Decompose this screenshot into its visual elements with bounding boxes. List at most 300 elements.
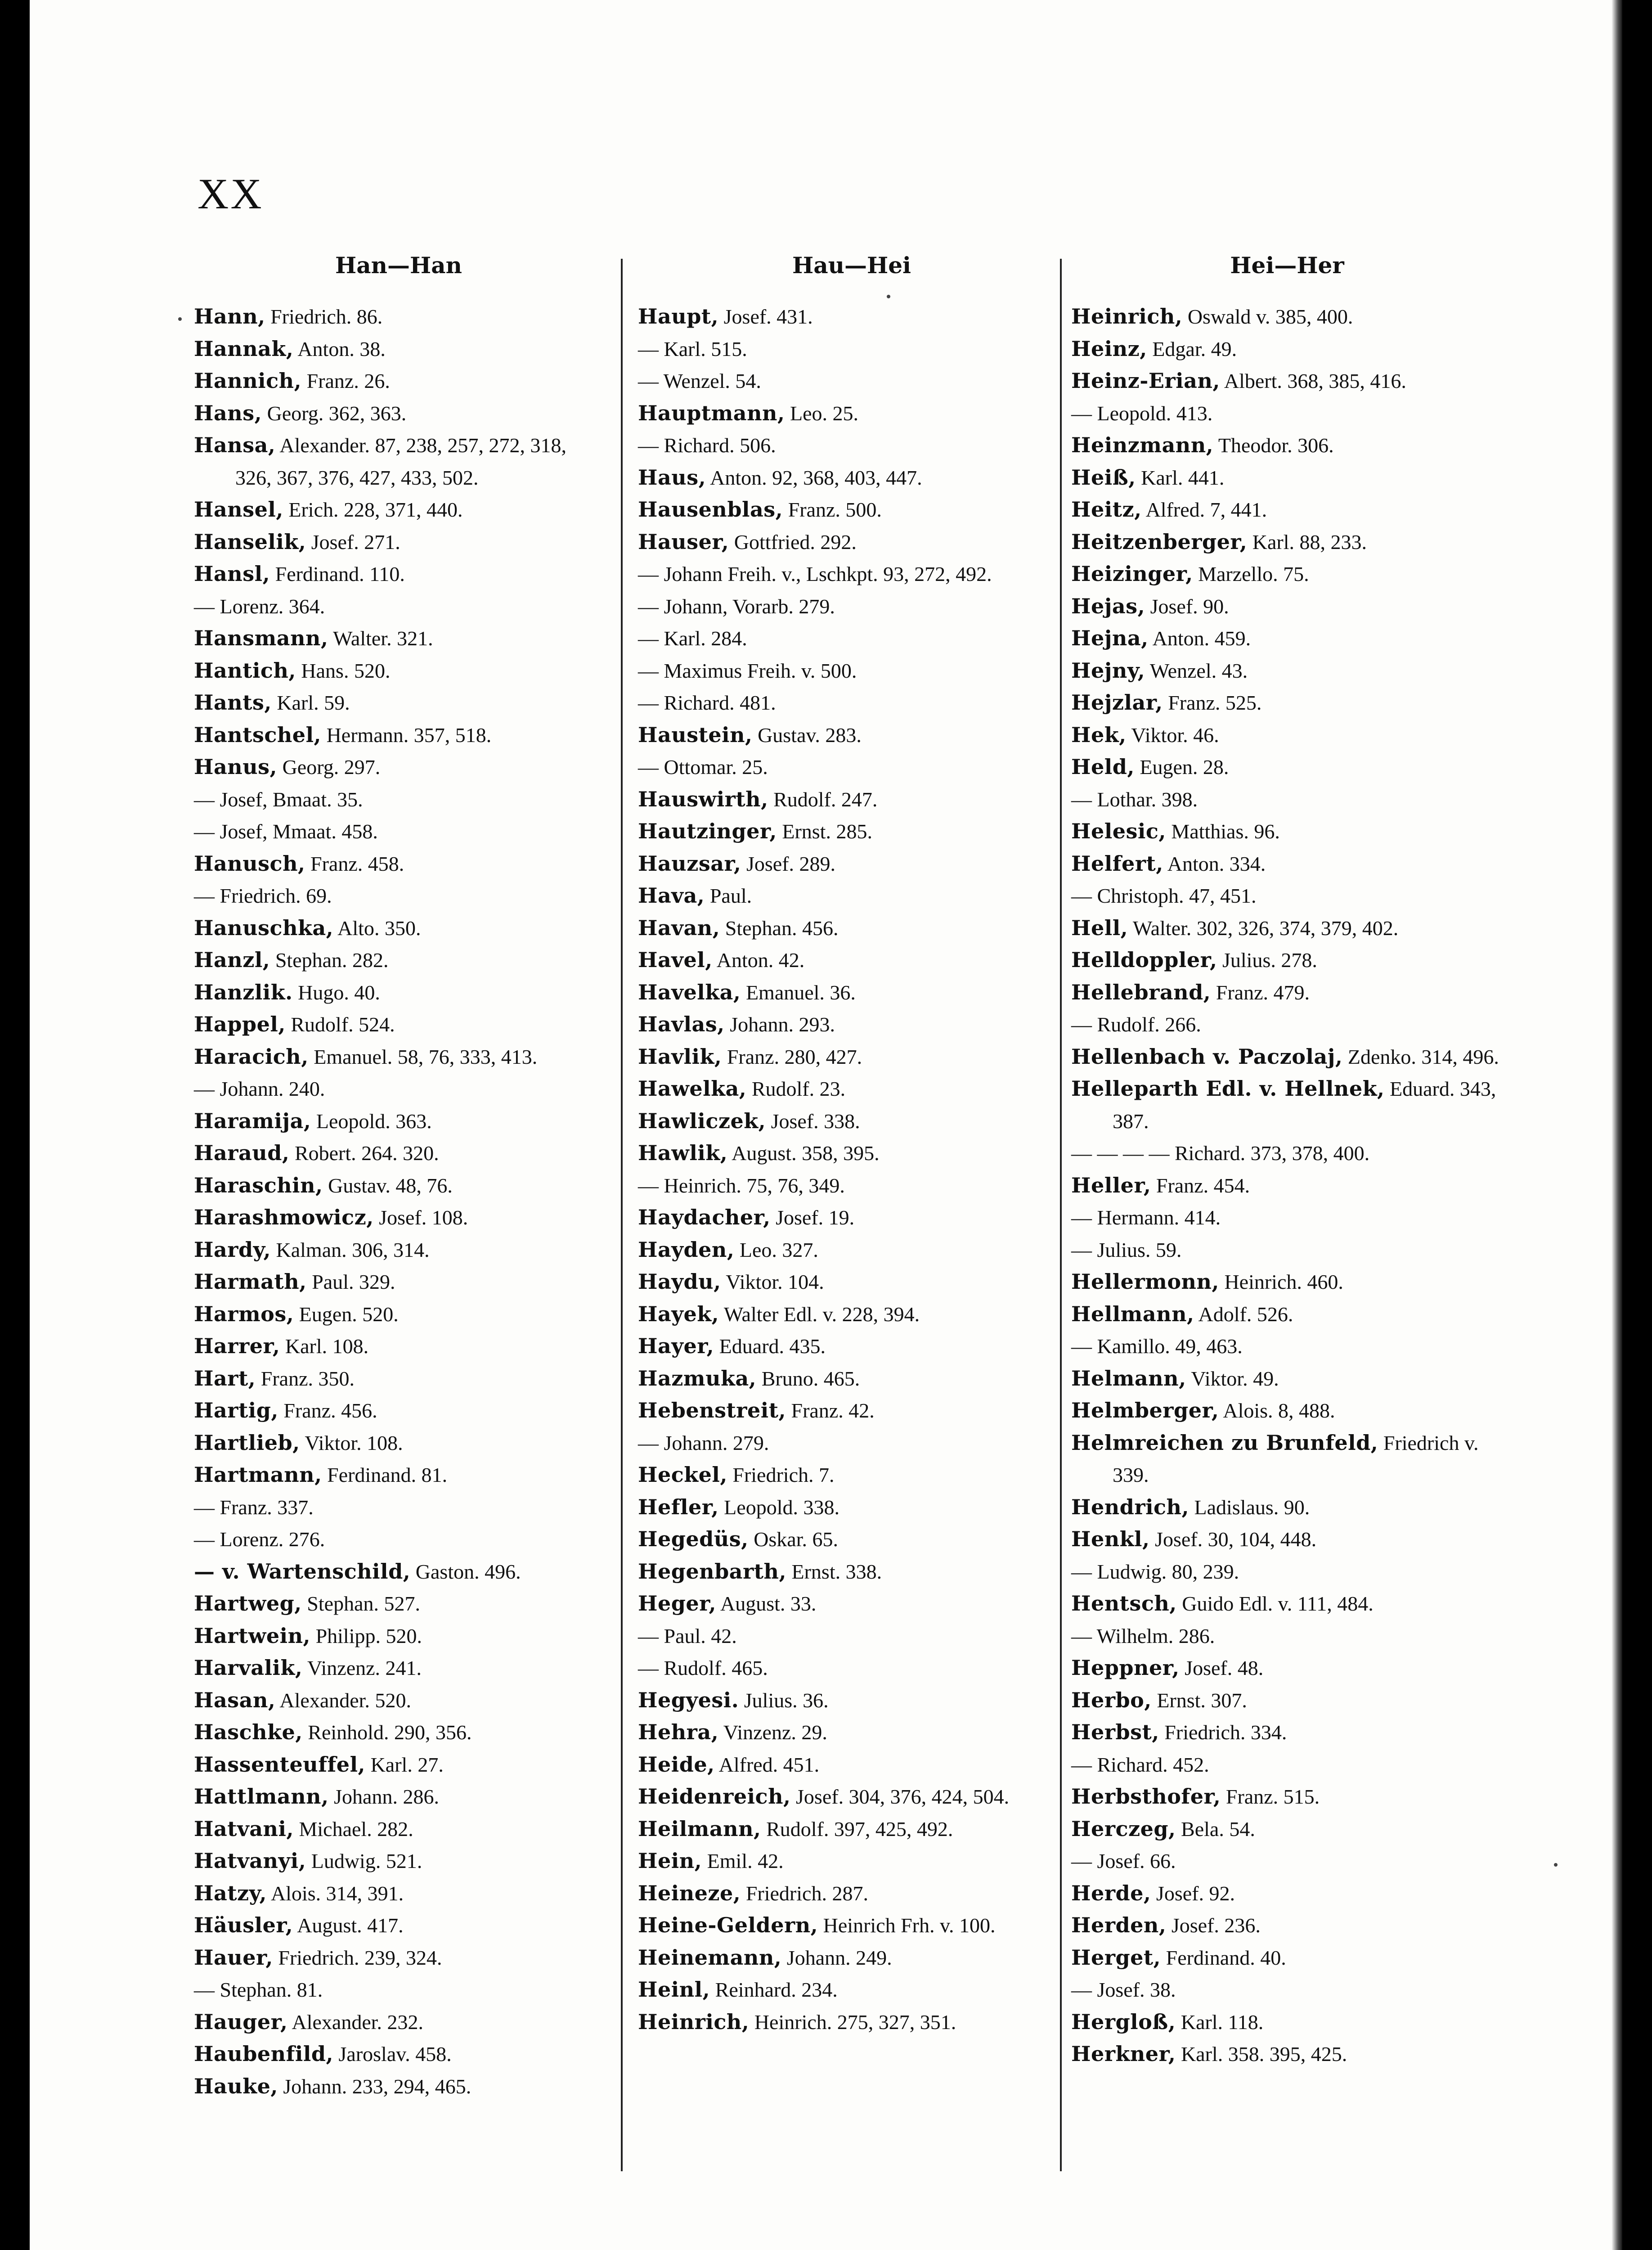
entry-details: Franz. 479. bbox=[1216, 981, 1310, 1004]
entry-details: Viktor. 108. bbox=[305, 1431, 403, 1454]
index-entry bbox=[1071, 526, 1503, 558]
entry-details: Julius. 278. bbox=[1222, 949, 1317, 972]
entry-surname: Heineze, bbox=[638, 1881, 741, 1905]
entry-details: — Stephan. 81. bbox=[194, 1978, 323, 2001]
entry-details: Friedrich. 86. bbox=[270, 305, 383, 328]
entry-details: — Rudolf. 465. bbox=[638, 1656, 768, 1679]
entry-details: Guido Edl. v. 111, 484. bbox=[1182, 1592, 1374, 1615]
index-entry bbox=[194, 558, 603, 590]
index-entry bbox=[638, 1781, 1065, 1813]
entry-details: Franz. 350. bbox=[260, 1367, 355, 1390]
index-entry bbox=[638, 365, 1065, 397]
entry-surname: Hantschel, bbox=[194, 722, 322, 747]
entry-details: — Lorenz. 364. bbox=[194, 594, 325, 618]
entry-details: August. 358, 395. bbox=[732, 1142, 880, 1165]
entry-details: Walter. 321. bbox=[333, 627, 433, 650]
index-entry bbox=[1071, 1202, 1503, 1234]
index-entry bbox=[194, 1749, 603, 1781]
entry-surname: Heinrich, bbox=[1071, 304, 1183, 328]
index-entry bbox=[638, 1427, 1065, 1459]
column-divider bbox=[621, 259, 623, 2171]
entry-surname: Herbo, bbox=[1071, 1688, 1152, 1712]
entry-surname: Helfert, bbox=[1071, 851, 1163, 876]
entry-details: Franz. 454. bbox=[1156, 1174, 1250, 1197]
index-entry bbox=[1071, 751, 1503, 783]
index-entry bbox=[194, 1041, 603, 1073]
entry-surname: Hayer, bbox=[638, 1334, 714, 1358]
entry-surname: Hellebrand, bbox=[1071, 980, 1211, 1004]
entry-surname: Helldoppler, bbox=[1071, 948, 1217, 972]
index-entry bbox=[1071, 429, 1503, 462]
index-entry bbox=[194, 1395, 603, 1427]
index-entry bbox=[1071, 1427, 1503, 1491]
entry-details: Josef. 30, 104, 448. bbox=[1155, 1528, 1317, 1551]
entry-surname: Helleparth Edl. v. Hellnek, bbox=[1071, 1076, 1385, 1101]
entry-details: — Josef. 66. bbox=[1071, 1850, 1176, 1872]
index-entry bbox=[194, 1073, 603, 1105]
index-entry bbox=[194, 1170, 603, 1202]
entry-surname: Haubenfild, bbox=[194, 2042, 334, 2066]
entry-details: Oskar. 65. bbox=[754, 1528, 839, 1551]
entry-details: Alois. 8, 488. bbox=[1223, 1399, 1335, 1422]
index-entry bbox=[1071, 1942, 1503, 1974]
index-entry bbox=[194, 912, 603, 945]
entry-details: Hans. 520. bbox=[301, 659, 391, 682]
index-entry bbox=[1071, 2038, 1503, 2070]
entry-surname: Hegedüs, bbox=[638, 1527, 749, 1551]
index-entry bbox=[1071, 912, 1503, 945]
index-entry bbox=[1071, 1491, 1503, 1524]
entry-details: Philipp. 520. bbox=[315, 1624, 422, 1647]
index-entry bbox=[194, 365, 603, 397]
index-entry bbox=[194, 1298, 603, 1331]
entry-details: Alexander. 87, 238, 257, 272, 318, 326, 367, 376, 427, 433, 502. bbox=[235, 434, 566, 489]
entry-details: — Johann. 240. bbox=[194, 1077, 325, 1100]
entry-surname: Hellmann, bbox=[1071, 1301, 1194, 1326]
entry-surname: Heide, bbox=[638, 1752, 715, 1777]
index-entry bbox=[194, 1813, 603, 1845]
index-entry bbox=[194, 1716, 603, 1749]
entry-surname: Hayek, bbox=[638, 1301, 719, 1326]
index-entry bbox=[1071, 1749, 1503, 1781]
index-entry bbox=[1071, 1041, 1503, 1073]
entry-details: Eugen. 28. bbox=[1140, 756, 1229, 778]
entry-surname: Hausenblas, bbox=[638, 497, 783, 522]
entry-surname: Heitzenberger, bbox=[1071, 529, 1248, 554]
entry-surname: Hanzlik. bbox=[194, 980, 293, 1004]
index-entry bbox=[638, 1170, 1065, 1202]
entry-surname: Hauptmann, bbox=[638, 400, 785, 425]
index-entry bbox=[194, 2070, 603, 2103]
page-number: XX bbox=[198, 170, 264, 218]
entry-surname: Hartweg, bbox=[194, 1591, 302, 1616]
index-entry bbox=[194, 494, 603, 526]
index-entry bbox=[638, 558, 1065, 590]
index-entry bbox=[1071, 1008, 1503, 1041]
entry-details: Rudolf. 23. bbox=[751, 1077, 846, 1100]
index-entry bbox=[1071, 1909, 1503, 1942]
entry-details: — Wenzel. 54. bbox=[638, 369, 761, 392]
entry-details: — Karl. 284. bbox=[638, 627, 747, 650]
entry-surname: Harrer, bbox=[194, 1334, 280, 1358]
entry-surname: Hansel, bbox=[194, 497, 283, 522]
entry-surname: Hartwein, bbox=[194, 1623, 311, 1648]
entry-surname: Hannak, bbox=[194, 336, 294, 361]
entry-details: Johann. 293. bbox=[730, 1013, 835, 1036]
entry-surname: Haus, bbox=[638, 465, 706, 490]
entry-surname: Hanselik, bbox=[194, 529, 306, 554]
entry-surname: Hatvani, bbox=[194, 1816, 294, 1841]
index-entry bbox=[638, 1330, 1065, 1363]
index-entry bbox=[638, 1266, 1065, 1298]
index-entry bbox=[1071, 1298, 1503, 1331]
index-entry bbox=[638, 397, 1065, 430]
entry-details: Hermann. 357, 518. bbox=[326, 723, 492, 747]
entry-details: Karl. 108. bbox=[285, 1335, 369, 1358]
entry-surname: Hart, bbox=[194, 1366, 256, 1390]
entry-surname: Hartig, bbox=[194, 1398, 278, 1422]
entry-details: Karl. 358. 395, 425. bbox=[1181, 2043, 1347, 2066]
entry-details: Friedrich. 287. bbox=[745, 1881, 868, 1905]
entry-list bbox=[638, 301, 1065, 2038]
entry-surname: Hendrich, bbox=[1071, 1494, 1190, 1519]
entry-surname: Herbst, bbox=[1071, 1720, 1159, 1744]
index-entry bbox=[194, 976, 603, 1009]
entry-details: Albert. 368, 385, 416. bbox=[1224, 369, 1406, 392]
index-entry bbox=[1071, 880, 1503, 912]
index-entry bbox=[194, 1105, 603, 1138]
entry-details: Leo. 25. bbox=[790, 401, 859, 425]
entry-details: Johann. 249. bbox=[786, 1946, 892, 1969]
index-entry bbox=[1071, 1523, 1503, 1556]
entry-details: Franz. 458. bbox=[310, 852, 404, 875]
index-entry bbox=[1071, 944, 1503, 976]
entry-surname: Hauke, bbox=[194, 2074, 278, 2098]
index-entry bbox=[1071, 1652, 1503, 1684]
entry-details: Friedrich v. 339. bbox=[1113, 1431, 1479, 1486]
entry-surname: Hannich, bbox=[194, 369, 302, 393]
entry-details: — Rudolf. 266. bbox=[1071, 1013, 1201, 1036]
entry-details: Franz. 280, 427. bbox=[727, 1045, 862, 1068]
entry-surname: Hauger, bbox=[194, 2009, 288, 2034]
index-entry bbox=[1071, 1877, 1503, 1910]
entry-details: Zdenko. 314, 496. bbox=[1347, 1045, 1499, 1068]
index-entry bbox=[194, 526, 603, 558]
entry-details: Alfred. 7, 441. bbox=[1145, 498, 1267, 521]
entry-surname: Hehra, bbox=[638, 1720, 719, 1744]
index-entry bbox=[194, 2038, 603, 2070]
entry-surname: Hek, bbox=[1071, 722, 1127, 747]
entry-details: Karl. 118. bbox=[1181, 2010, 1264, 2034]
entry-details: Franz. 42. bbox=[791, 1399, 875, 1422]
entry-surname: Heller, bbox=[1071, 1173, 1151, 1197]
column-header: Hau—Hei bbox=[792, 252, 911, 279]
entry-details: Ernst. 338. bbox=[791, 1560, 882, 1583]
entry-details: Emanuel. 36. bbox=[745, 981, 856, 1004]
index-entry bbox=[1071, 848, 1503, 880]
entry-details: — Kamillo. 49, 463. bbox=[1071, 1335, 1243, 1358]
entry-details: Bruno. 465. bbox=[761, 1367, 860, 1390]
index-entry bbox=[638, 976, 1065, 1009]
entry-surname: Hantich, bbox=[194, 658, 296, 683]
paper-speck bbox=[1554, 1863, 1558, 1867]
entry-details: Theodor. 306. bbox=[1218, 434, 1334, 457]
index-entry bbox=[194, 944, 603, 976]
index-entry bbox=[1071, 976, 1503, 1009]
entry-details: — — — — Richard. 373, 378, 400. bbox=[1071, 1142, 1370, 1165]
entry-details: Viktor. 49. bbox=[1191, 1367, 1279, 1390]
entry-details: Franz. 456. bbox=[283, 1399, 377, 1422]
entry-details: Stephan. 282. bbox=[275, 949, 389, 972]
entry-surname: Hawlik, bbox=[638, 1141, 728, 1165]
index-entry bbox=[194, 687, 603, 719]
index-entry bbox=[194, 1909, 603, 1942]
entry-details: Ludwig. 521. bbox=[311, 1850, 422, 1872]
index-entry bbox=[638, 1749, 1065, 1781]
entry-surname: Herkner, bbox=[1071, 2042, 1176, 2066]
index-column-3 bbox=[1071, 252, 1503, 2070]
entry-surname: Happel, bbox=[194, 1012, 286, 1036]
entry-surname: Hatvanyi, bbox=[194, 1849, 306, 1873]
index-entry bbox=[638, 494, 1065, 526]
index-entry bbox=[194, 1363, 603, 1395]
index-entry bbox=[194, 1137, 603, 1170]
entry-details: — Ottomar. 25. bbox=[638, 756, 768, 778]
entry-surname: Heizinger, bbox=[1071, 562, 1193, 586]
index-entry bbox=[638, 1684, 1065, 1717]
entry-details: — Richard. 452. bbox=[1071, 1753, 1209, 1776]
entry-details: Oswald v. 385, 400. bbox=[1187, 305, 1353, 328]
entry-surname: Hants, bbox=[194, 690, 272, 715]
entry-details: Franz. 525. bbox=[1168, 691, 1262, 714]
entry-surname: Held, bbox=[1071, 755, 1135, 779]
entry-details: — Josef, Mmaat. 458. bbox=[194, 820, 378, 843]
index-entry bbox=[638, 1041, 1065, 1073]
index-entry bbox=[638, 1556, 1065, 1588]
entry-surname: Hanzl, bbox=[194, 948, 270, 972]
index-entry bbox=[194, 1620, 603, 1652]
index-entry bbox=[1071, 783, 1503, 816]
entry-details: Anton. 459. bbox=[1152, 627, 1251, 650]
index-entry bbox=[638, 1073, 1065, 1105]
index-entry bbox=[1071, 1716, 1503, 1749]
entry-details: Heinrich. 460. bbox=[1224, 1270, 1343, 1293]
entry-details: Ferdinand. 81. bbox=[327, 1463, 448, 1486]
entry-details: Julius. 36. bbox=[744, 1688, 829, 1712]
entry-details: Matthias. 96. bbox=[1171, 820, 1280, 843]
entry-surname: Hayden, bbox=[638, 1237, 735, 1262]
index-column-2 bbox=[638, 252, 1065, 2038]
entry-details: Heinrich Frh. v. 100. bbox=[823, 1914, 996, 1937]
entry-surname: — v. Wartenschild, bbox=[194, 1559, 411, 1584]
entry-surname: Häusler, bbox=[194, 1913, 293, 1937]
index-entry bbox=[194, 1588, 603, 1620]
entry-surname: Hauser, bbox=[638, 529, 729, 554]
entry-surname: Hanuschka, bbox=[194, 915, 334, 940]
entry-details: — Lorenz. 276. bbox=[194, 1528, 325, 1551]
entry-surname: Hellermonn, bbox=[1071, 1269, 1219, 1294]
entry-details: Karl. 88, 233. bbox=[1252, 530, 1367, 554]
entry-details: Josef. 236. bbox=[1171, 1914, 1261, 1937]
entry-details: Franz. 515. bbox=[1226, 1785, 1320, 1808]
index-entry bbox=[638, 1716, 1065, 1749]
index-entry bbox=[638, 944, 1065, 976]
entry-details: Friedrich. 334. bbox=[1164, 1721, 1287, 1744]
index-entry bbox=[638, 1202, 1065, 1234]
entry-details: — Johann. 279. bbox=[638, 1431, 769, 1454]
entry-details: Josef. 304, 376, 424, 504. bbox=[796, 1785, 1010, 1808]
index-entry bbox=[194, 397, 603, 430]
entry-details: — Richard. 481. bbox=[638, 691, 776, 714]
entry-surname: Hegyesi. bbox=[638, 1688, 739, 1712]
entry-details: Ferdinand. 110. bbox=[275, 562, 405, 585]
index-entry bbox=[638, 655, 1065, 687]
index-entry bbox=[1071, 1684, 1503, 1717]
index-entry bbox=[638, 333, 1065, 365]
entry-surname: Hegenbarth, bbox=[638, 1559, 787, 1584]
paper-speck bbox=[887, 295, 890, 298]
entry-surname: Hansl, bbox=[194, 562, 270, 586]
entry-surname: Hassenteuffel, bbox=[194, 1752, 366, 1777]
index-entry bbox=[1071, 1395, 1503, 1427]
index-entry bbox=[1071, 1234, 1503, 1266]
entry-surname: Havel, bbox=[638, 948, 713, 972]
index-entry bbox=[638, 848, 1065, 880]
entry-surname: Hatzy, bbox=[194, 1881, 267, 1905]
entry-surname: Haydacher, bbox=[638, 1205, 771, 1229]
entry-surname: Helmberger, bbox=[1071, 1398, 1219, 1422]
entry-details: Anton. 334. bbox=[1167, 852, 1266, 875]
entry-details: August. 33. bbox=[720, 1592, 817, 1615]
index-entry bbox=[194, 1652, 603, 1684]
entry-details: Josef. 108. bbox=[379, 1206, 468, 1229]
index-entry bbox=[638, 1652, 1065, 1684]
entry-details: Walter. 302, 326, 374, 379, 402. bbox=[1132, 916, 1399, 940]
index-entry bbox=[1071, 655, 1503, 687]
entry-details: Josef. 271. bbox=[311, 530, 400, 554]
entry-surname: Hautzinger, bbox=[638, 819, 777, 843]
entry-details: Josef. 48. bbox=[1185, 1656, 1264, 1679]
entry-surname: Heger, bbox=[638, 1591, 717, 1616]
entry-details: Friedrich. 7. bbox=[732, 1463, 835, 1486]
entry-surname: Herden, bbox=[1071, 1913, 1167, 1937]
entry-surname: Henkl, bbox=[1071, 1527, 1150, 1551]
index-entry bbox=[1071, 1620, 1503, 1652]
entry-surname: Haschke, bbox=[194, 1720, 303, 1744]
entry-surname: Hava, bbox=[638, 883, 705, 908]
entry-surname: Hartlieb, bbox=[194, 1430, 300, 1455]
entry-details: Josef. 431. bbox=[723, 305, 813, 328]
index-entry bbox=[638, 912, 1065, 945]
entry-surname: Hejas, bbox=[1071, 594, 1145, 618]
entry-details: Leopold. 338. bbox=[724, 1495, 839, 1519]
index-entry bbox=[194, 2006, 603, 2038]
index-entry bbox=[1071, 1170, 1503, 1202]
entry-details: Johann. 286. bbox=[334, 1785, 439, 1808]
entry-details: — Friedrich. 69. bbox=[194, 884, 332, 907]
entry-surname: Herget, bbox=[1071, 1945, 1161, 1970]
entry-details: Viktor. 46. bbox=[1131, 723, 1219, 747]
entry-surname: Heinz-Erian, bbox=[1071, 369, 1220, 393]
index-entry bbox=[1071, 1845, 1503, 1877]
index-entry bbox=[194, 1491, 603, 1524]
entry-details: Eduard. 343, 387. bbox=[1113, 1077, 1496, 1133]
index-entry bbox=[638, 1588, 1065, 1620]
entry-surname: Heine-Geldern, bbox=[638, 1913, 818, 1937]
entry-details: — Josef. 38. bbox=[1071, 1978, 1176, 2001]
column-divider bbox=[1060, 259, 1062, 2171]
entry-details: Vinzenz. 241. bbox=[307, 1656, 422, 1679]
entry-details: Robert. 264. 320. bbox=[294, 1142, 439, 1165]
entry-details: Stephan. 456. bbox=[725, 916, 839, 940]
index-entry bbox=[194, 751, 603, 783]
entry-surname: Hauswirth, bbox=[638, 787, 768, 811]
entry-surname: Hawelka, bbox=[638, 1076, 747, 1101]
index-entry bbox=[194, 590, 603, 623]
entry-surname: Hardy, bbox=[194, 1237, 271, 1262]
entry-details: — Julius. 59. bbox=[1071, 1238, 1182, 1261]
index-entry bbox=[638, 751, 1065, 783]
index-entry bbox=[1071, 590, 1503, 623]
entry-details: Bela. 54. bbox=[1181, 1817, 1255, 1840]
index-entry bbox=[194, 1008, 603, 1041]
index-entry bbox=[1071, 1363, 1503, 1395]
entry-details: — Hermann. 414. bbox=[1071, 1206, 1221, 1229]
entry-details: Erich. 228, 371, 440. bbox=[288, 498, 463, 521]
entry-surname: Hefler, bbox=[638, 1494, 719, 1519]
entry-details: — Leopold. 413. bbox=[1071, 401, 1213, 425]
entry-details: Reinhard. 234. bbox=[715, 1978, 838, 2001]
entry-details: Karl. 59. bbox=[277, 691, 350, 714]
index-entry bbox=[1071, 558, 1503, 590]
entry-details: — Karl. 515. bbox=[638, 337, 747, 360]
entry-surname: Hejna, bbox=[1071, 626, 1149, 650]
entry-details: — Ludwig. 80, 239. bbox=[1071, 1560, 1239, 1583]
entry-details: Ladislaus. 90. bbox=[1194, 1495, 1310, 1519]
index-entry bbox=[194, 429, 603, 494]
entry-details: Emanuel. 58, 76, 333, 413. bbox=[314, 1045, 538, 1068]
entry-surname: Heilmann, bbox=[638, 1816, 761, 1841]
index-entry bbox=[1071, 1266, 1503, 1298]
entry-details: Josef. 90. bbox=[1150, 594, 1229, 618]
entry-details: August. 417. bbox=[297, 1914, 404, 1937]
index-entry bbox=[1071, 1137, 1503, 1170]
entry-surname: Hattlmann, bbox=[194, 1784, 329, 1809]
index-entry bbox=[638, 815, 1065, 848]
index-entry bbox=[194, 719, 603, 752]
index-entry bbox=[194, 655, 603, 687]
entry-surname: Hans, bbox=[194, 400, 262, 425]
index-entry bbox=[194, 1427, 603, 1459]
entry-surname: Hein, bbox=[638, 1849, 702, 1873]
entry-details: Ernst. 285. bbox=[782, 820, 872, 843]
entry-surname: Hasan, bbox=[194, 1688, 276, 1712]
index-entry bbox=[1071, 1588, 1503, 1620]
entry-details: Emil. 42. bbox=[707, 1850, 784, 1872]
entry-details: — Johann, Vorarb. 279. bbox=[638, 594, 835, 618]
index-entry bbox=[194, 1459, 603, 1491]
entry-details: Alto. 350. bbox=[337, 916, 421, 940]
entry-surname: Haupt, bbox=[638, 304, 719, 328]
index-entry bbox=[1071, 719, 1503, 752]
entry-surname: Hell, bbox=[1071, 915, 1128, 940]
index-entry bbox=[638, 301, 1065, 333]
entry-surname: Heinl, bbox=[638, 1977, 710, 2002]
entry-details: Michael. 282. bbox=[299, 1817, 413, 1840]
entry-details: Gustav. 283. bbox=[758, 723, 862, 747]
index-entry bbox=[638, 1813, 1065, 1845]
index-entry bbox=[194, 333, 603, 365]
